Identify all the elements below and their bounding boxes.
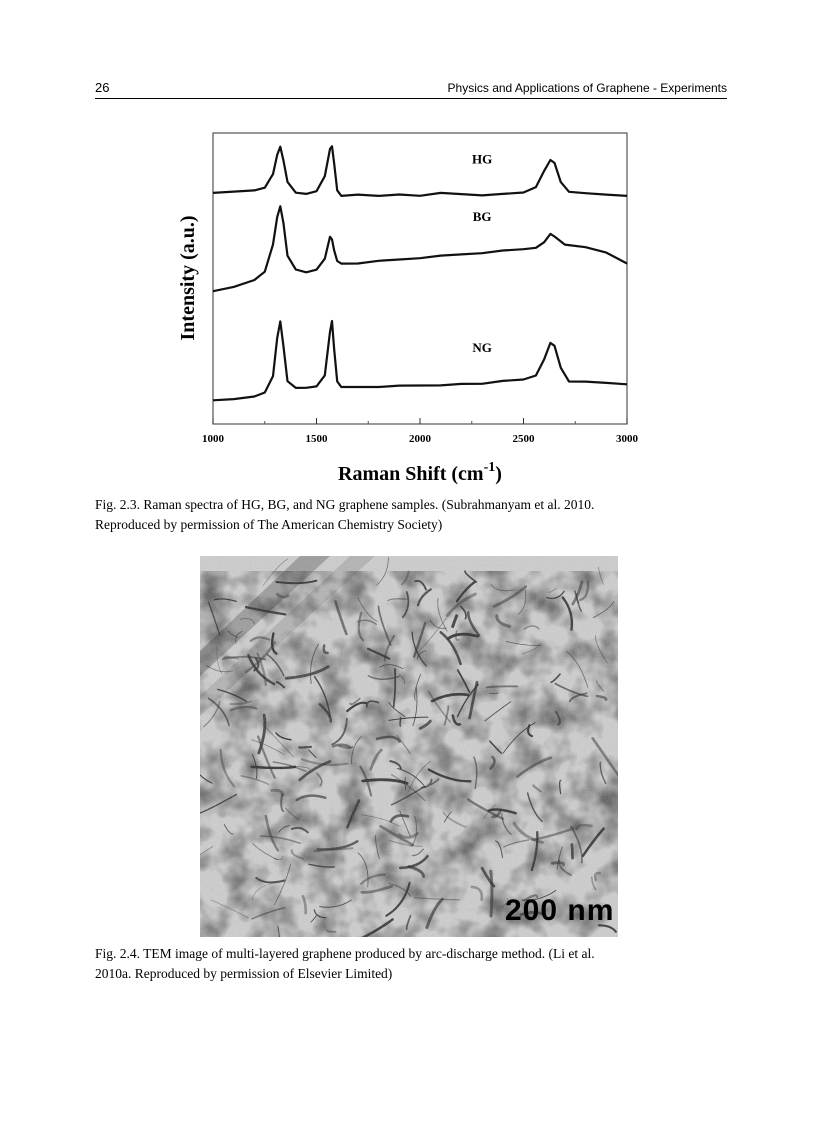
caption-line: Fig. 2.3. Raman spectra of HG, BG, and NG graphene samples. (Subrahmanyam et al. 2010. bbox=[95, 497, 595, 512]
tem-grain bbox=[200, 556, 618, 937]
series-label-bg: BG bbox=[472, 208, 492, 224]
x-tick-label: 3000 bbox=[616, 433, 638, 445]
x-tick-label: 2000 bbox=[409, 433, 431, 445]
series-line-ng bbox=[213, 321, 627, 400]
series-line-bg bbox=[213, 206, 627, 291]
series-label-hg: HG bbox=[471, 151, 493, 167]
x-tick-label: 1500 bbox=[305, 433, 328, 445]
header-rule bbox=[95, 98, 727, 99]
x-axis-label bbox=[338, 460, 502, 485]
series-label-ng: NG bbox=[472, 339, 492, 355]
scale-bar-label: 200 nm bbox=[505, 894, 615, 927]
y-axis-label: Intensity (a.u.) bbox=[177, 215, 199, 341]
raman-spectra-chart bbox=[160, 125, 650, 490]
figure-2-4-caption bbox=[95, 944, 735, 984]
tem-micrograph bbox=[200, 556, 618, 937]
running-title: Physics and Applications of Graphene - Experiments bbox=[447, 81, 727, 95]
x-axis-label-text: Raman Shift (cm bbox=[338, 463, 484, 485]
x-tick-label: 1000 bbox=[202, 433, 224, 445]
caption-line: Fig. 2.4. TEM image of multi-layered graphene produced by arc-discharge method. (Li et al. bbox=[95, 946, 595, 961]
page-header bbox=[95, 80, 727, 100]
x-axis-label-close: ) bbox=[495, 463, 502, 485]
raman-spectra-figure bbox=[160, 125, 650, 490]
tem-texture bbox=[200, 556, 618, 937]
caption-line: 2010a. Reproduced by permission of Elsevier Limited) bbox=[95, 966, 393, 981]
x-axis-label-superscript: -1 bbox=[483, 460, 496, 475]
plot-frame bbox=[213, 133, 627, 424]
x-tick-label: 2500 bbox=[512, 433, 535, 445]
caption-line: Reproduced by permission of The American Chemistry Society) bbox=[95, 517, 443, 532]
page-number: 26 bbox=[95, 80, 110, 95]
series-line-hg bbox=[213, 146, 627, 196]
figure-2-3-caption bbox=[95, 495, 735, 535]
